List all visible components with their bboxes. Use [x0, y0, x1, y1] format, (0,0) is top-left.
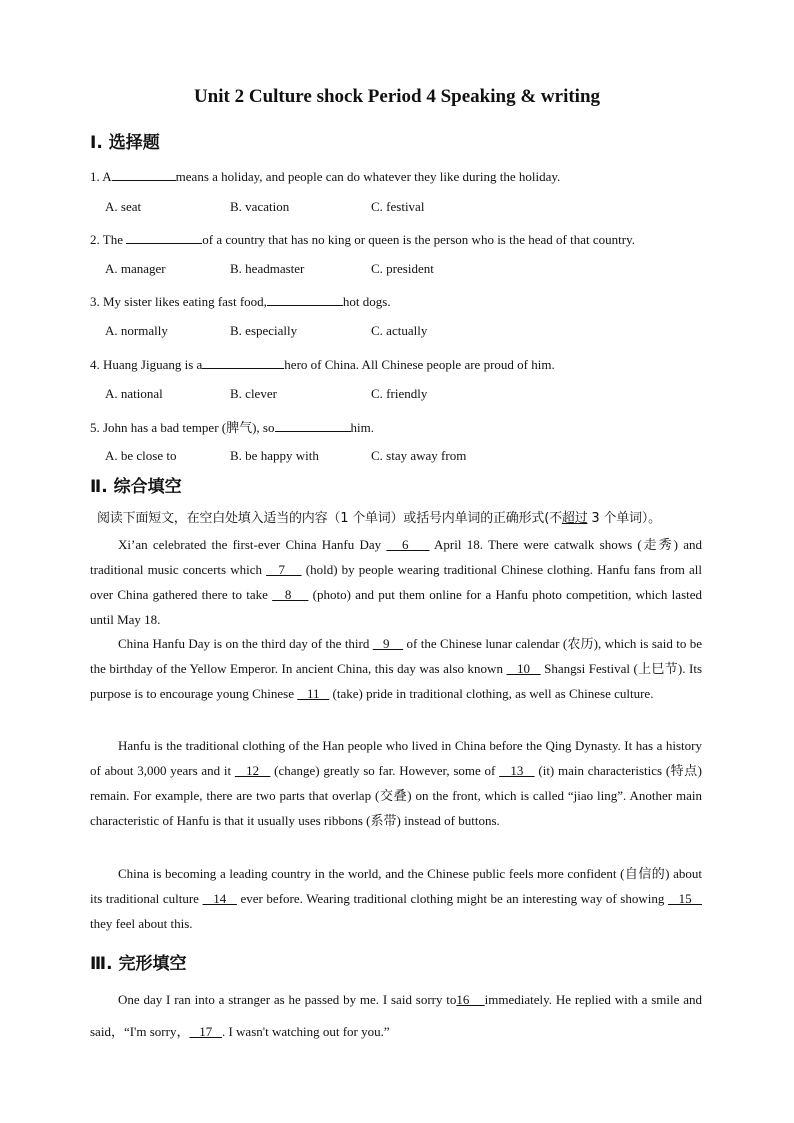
option-3a[interactable]: A. normally [105, 323, 168, 338]
option-5c[interactable]: C. stay away from [371, 448, 467, 463]
passage-paragraph-4: China is becoming a leading country in the world, and the Chinese public feels more confident (自信的) about its traditional culture 14 ever before. Wearing traditional clothing might be an interesting way of showing 15 they feel about this. [90, 866, 703, 931]
option-1c[interactable]: C. festival [371, 199, 425, 214]
blank-9[interactable]: 9 [372, 636, 404, 651]
option-2a[interactable]: A. manager [105, 261, 166, 276]
option-3c[interactable]: C. actually [371, 323, 428, 338]
option-4c[interactable]: C. friendly [371, 386, 428, 401]
blank-13[interactable]: 13 [499, 763, 535, 778]
blank-11[interactable]: 11 [297, 686, 330, 701]
question-3-text: hot dogs. [342, 294, 391, 309]
instruction-text-end: 3 个单词）。 [587, 511, 661, 526]
blank-14[interactable]: 14 [202, 891, 237, 906]
blank-15[interactable]: 15 [667, 891, 703, 906]
blank-10[interactable]: 10 [506, 661, 541, 676]
section-1-heading: Ⅰ. 选择题 [90, 133, 160, 153]
blank-12[interactable]: 12 [234, 763, 271, 778]
answer-blank[interactable] [267, 292, 343, 306]
passage-paragraph-1: Xi’an celebrated the first-ever China Hanfu Day 6 April 18. There were catwalk shows (走秀) and traditional music concerts which 7 (hold) by people wearing traditional Chinese clothing. Hanfu fans from all over China gathered there to take 8 (photo) and put them online for a Hanfu photo competition, which lasted until May 18. [90, 537, 703, 627]
question-2 [90, 230, 635, 248]
section-2-heading: Ⅱ. 综合填空 [90, 477, 182, 497]
option-1b[interactable]: B. vacation [230, 199, 290, 214]
instruction-underlined: 超过 [561, 511, 588, 526]
question-4 [90, 355, 555, 373]
blank-8[interactable]: 8 [272, 587, 309, 602]
question-2-text: of a country that has no king or queen is the person who is the head of that country. [202, 232, 635, 247]
answer-blank[interactable] [112, 167, 176, 181]
blank-7[interactable]: 7 [266, 562, 302, 577]
passage-paragraph-3: Hanfu is the traditional clothing of the Han people who lived in China before the Qing Dynasty. It has a history of about 3,000 years and it 12 (change) greatly so far. However, some of 13 (it) main characteristics (特点) remain. For example, there are two parts that overlap (交叠) on the front, which is called “jiao ling”. Another main characteristic of Hanfu is that it usually uses ribbons (系带) instead of buttons. [90, 738, 702, 828]
option-2c[interactable]: C. president [371, 261, 434, 276]
section-3-heading: Ⅲ. 完形填空 [90, 954, 187, 974]
question-5-stem: 5. John has a bad temper (脾气), so [90, 420, 275, 435]
question-4-text: hero of China. All Chinese people are proud of him. [284, 357, 555, 372]
question-2-stem: 2. The [90, 232, 127, 247]
question-3 [90, 292, 391, 310]
question-5 [90, 417, 374, 436]
option-2b[interactable]: B. headmaster [230, 261, 305, 276]
option-1a[interactable]: A. seat [105, 199, 142, 214]
option-5b[interactable]: B. be happy with [230, 448, 319, 463]
question-1 [90, 167, 560, 185]
blank-16[interactable]: 16 [456, 992, 485, 1007]
question-1-text: means a holiday, and people can do whatever they like during the holiday. [175, 169, 561, 184]
option-5a[interactable]: A. be close to [105, 448, 177, 463]
instruction-text: 阅读下面短文，在空白处填入适当的内容（1 个单词）或括号内单词的正确形式(不 [97, 511, 562, 526]
option-3b[interactable]: B. especially [230, 323, 298, 338]
blank-17[interactable]: 17 [189, 1024, 222, 1039]
question-5-text: him. [350, 420, 374, 435]
option-4a[interactable]: A. national [105, 386, 163, 401]
question-1-stem: 1. A [90, 169, 112, 184]
cloze-paragraph-1: One day I ran into a stranger as he passed by me. I said sorry to16 immediately. He replied with a smile and said，“I'm sorry， 17 . I wasn't watching out for you.” [90, 992, 702, 1039]
page-title: Unit 2 Culture shock Period 4 Speaking & writing [193, 86, 601, 107]
answer-blank[interactable] [275, 418, 351, 432]
blank-6[interactable]: 6 [386, 537, 430, 552]
passage-paragraph-2: China Hanfu Day is on the third day of the third 9 of the Chinese lunar calendar (农历), which is said to be the birthday of the Yellow Emperor. In ancient China, this day was also known 10 Shangsi Festival (上巳节). Its purpose is to encourage young Chinese 11 (take) pride in traditional clothing, as well as Chinese culture. [90, 636, 703, 701]
section-2-instruction [97, 507, 661, 526]
question-4-stem: 4. Huang Jiguang is a [90, 357, 203, 372]
option-4b[interactable]: B. clever [230, 386, 277, 401]
answer-blank[interactable] [126, 230, 202, 244]
answer-blank[interactable] [202, 355, 284, 369]
question-3-stem: 3. My sister likes eating fast food, [90, 294, 267, 309]
